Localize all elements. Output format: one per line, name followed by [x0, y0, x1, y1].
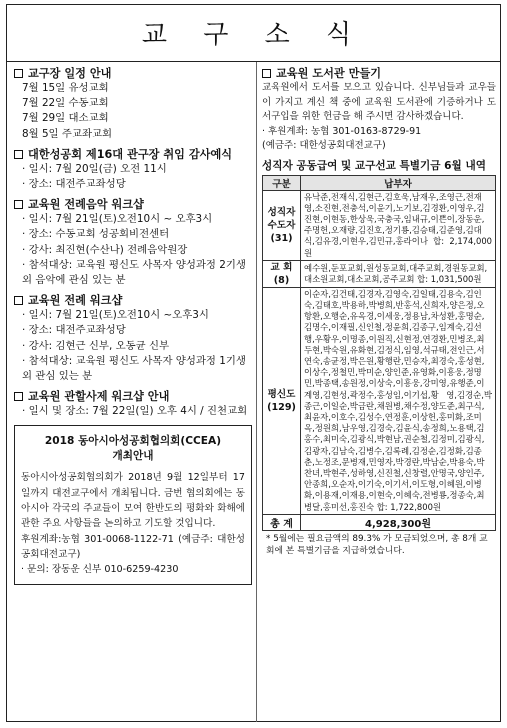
column-header-category: 구분: [263, 175, 301, 190]
info-line: · 장소: 대전주교좌성당: [22, 324, 126, 337]
page-title: 교 구 소 식: [141, 20, 366, 50]
schedule-item: 7월 22일 수동교회: [22, 97, 109, 110]
schedule-item: 7월 29일 대소교회: [22, 112, 109, 125]
table-row: [263, 190, 496, 260]
bishop-schedule-section: [14, 66, 252, 142]
total-row: [263, 514, 496, 530]
footnote: * 5월에는 필요금액의 89.3% 가 모금되었으며, 총 8개 교회에 본 특별기금을 지급하였습니다.: [266, 533, 488, 557]
table-header-row: [263, 175, 496, 190]
library-body: 교육원에서 도서를 모으고 있습니다. 신부님들과 교우들이 가지고 계신 책 중에 교육원 도서관에 기증하거나 도서구입을 위한 헌금을 해 주시면 감사하겠습니다.: [262, 82, 496, 122]
library-heading: 교육원 도서관 만들기: [262, 66, 496, 81]
liturgy-workshop-heading: 교육원 전례 워크샵: [14, 293, 252, 308]
left-column: [14, 66, 252, 585]
info-line: · 일시: 7월 21일(토)오전10시 ~ 오후3시: [22, 213, 213, 226]
info-line: · 일시 및 장소: 7월 22일(일) 오후 4시 / 진천교회: [22, 405, 248, 418]
ceca-contact: · 문의: 장동운 신부 010-6259-4230: [21, 564, 179, 576]
info-line: · 장소: 대전주교좌성당: [22, 178, 126, 191]
info-line: · 강사: 최진현(수산나) 전례음악원장: [22, 243, 188, 256]
category-cell: 교 회 (8): [263, 260, 301, 287]
gift-title: 성직자 공동급여 및 교구선교 특별기금 6월 내역: [262, 159, 486, 172]
checkbox-square-icon: [14, 296, 23, 305]
liturgy-workshop-section: [14, 293, 252, 384]
practice-workshop-heading: 교육원 관할사제 워크샵 안내: [14, 389, 252, 404]
total-value: 4,928,300원: [301, 514, 496, 530]
table-row: [263, 287, 496, 514]
checkbox-square-icon: [14, 200, 23, 209]
right-column: [262, 66, 496, 558]
practice-workshop-section: [14, 389, 252, 419]
ceca-body: 동아시아성공회협의회가 2018년 9월 12일부터 17일까지 대전교구에서 개최됩니다. 금번 협의회에는 동아시아 각국의 주교들이 모여 한반도의 평화와 화해에 관한 주요 사항들을 논의하고 기도할 것입니다. 후원계좌:농협 301-0068-1122-71 (예금주: 대한성공회대전교구) · 문의: 장동운 신부 010-6259-4230: [21, 470, 245, 577]
category-cell: 성직자 수도자 (31): [263, 190, 301, 260]
donors-cell: 예수원,둔포교회,원성동교회,대주교회,경원동교회,대소원교회,대소교회,공주교회 합: 1,031,500원: [301, 260, 496, 287]
info-line: · 강사: 김현근 신부, 오동균 신부: [22, 339, 170, 352]
ceca-title: 2018 동아시아성공회협의회(CCEA): [44, 435, 222, 448]
ceca-subtitle: 개최안내: [112, 450, 154, 463]
info-line: · 일시: 7월 20일(금) 오전 11시: [22, 162, 167, 175]
info-line: · 장소: 수동교회 성공회비전센터: [22, 228, 170, 241]
info-line: · 일시: 7월 21일(토)오전10시 ~오후3시: [22, 309, 209, 322]
table-row: [263, 260, 496, 287]
donors-cell: 이순자,김건태,김경자,김영숙,김일태,김용숙,김인숙,김태호,박용하,박병희,반홍석,신희자,양은정,오항환,오행순,유옥경,이세웅,정용남,차성환,홍명순,김명수,이재필,신인철,정윤희,김종구,임계숙,김선행,우황우,이명종,이원직,신현정,연경환,민병조,최두현,박숙원,유화현,김정식,임영,석규태,전인근,서연숙,송균정,박은원,황행란,민승자,최경숙,홍성현,이상수,정철민,박미순,양인준,유영화,이흥웅,정명민,박종택,송원정,이상숙,이흥웅,강미영,유행준,이계영,김현성,곽정수,홍성임,이기섭,황 영,김경순,박종근,이일순,박금란,채원병,채수정,양도준,최구식,최윤자,이호수,김성수,연정훈,이상헌,홍미화,조미옥,정원희,남우영,김경숙,김윤식,송정희,노용택,김홍수,최미숙,김광식,박현남,권순철,김정미,김광식,김광자,김남숙,김병수,김록례,김정순,김정화,김종춘,노정조,문병재,민영자,박경란,박남순,박용숙,박찬녀,박현주,성하영,신진철,신창렬,안명국,양인주,안종희,오순자,이기숙,이기서,이도형,이혜원,이병화,이용재,이재용,이현숙,이혜숙,전병룡,정종숙,최병달,홍미선,홍진숙 합: 1,722,800원: [301, 287, 496, 514]
column-header-donors: 납부자: [301, 175, 496, 190]
checkbox-square-icon: [262, 69, 271, 78]
info-line: · 참석대상: 교육원 평신도 사목자 양성과정 2기생 외 음악에 관심 있는 분: [22, 258, 246, 287]
installation-section: [14, 147, 252, 192]
ceca-notice-box: [14, 425, 252, 584]
page-title-box: [6, 4, 501, 62]
checkbox-square-icon: [14, 392, 23, 401]
bishop-schedule-heading: 교구장 일정 안내: [14, 66, 252, 81]
checkbox-square-icon: [14, 69, 23, 78]
donors-cell: 유낙준,전재식,김현근,김호욱,남재우,조영근,전재영,소진현,전충석,이윤기,노기보,김경환,이영우,김진현,이현동,한상욱,국충국,임내규,이쁜이,장동운,주명헌,오재량,김진호,정기룡,김승태,김준영,김대식,김유경,이현우,김민규,홍라이나 합: 2,174,000원: [301, 190, 496, 260]
donation-table: [262, 175, 496, 531]
music-workshop-section: [14, 197, 252, 288]
installation-heading: 대한성공회 제16대 관구장 취임 감사예식: [14, 147, 252, 162]
total-label: 총 계: [263, 514, 301, 530]
library-holder: (예금주: 대한성공회대전교구): [262, 140, 386, 151]
library-account: · 후원계좌: 농협 301-0163-8729-91: [262, 125, 422, 137]
column-divider: [256, 62, 257, 722]
checkbox-square-icon: [14, 150, 23, 159]
category-cell: 평신도 (129): [263, 287, 301, 514]
library-section: [262, 66, 496, 154]
schedule-item: 8월 5일 주교좌교회: [22, 127, 113, 140]
music-workshop-heading: 교육원 전례음악 워크샵: [14, 197, 252, 212]
schedule-item: 7월 15일 유성교회: [22, 82, 109, 94]
ceca-account: 후원계좌:농협 301-0068-1122-71 (예금주: 대한성공회대전교구): [21, 533, 245, 560]
info-line: · 참석대상: 교육원 평신도 사목자 양성과정 1기생 외 관심 있는 분: [22, 354, 246, 383]
